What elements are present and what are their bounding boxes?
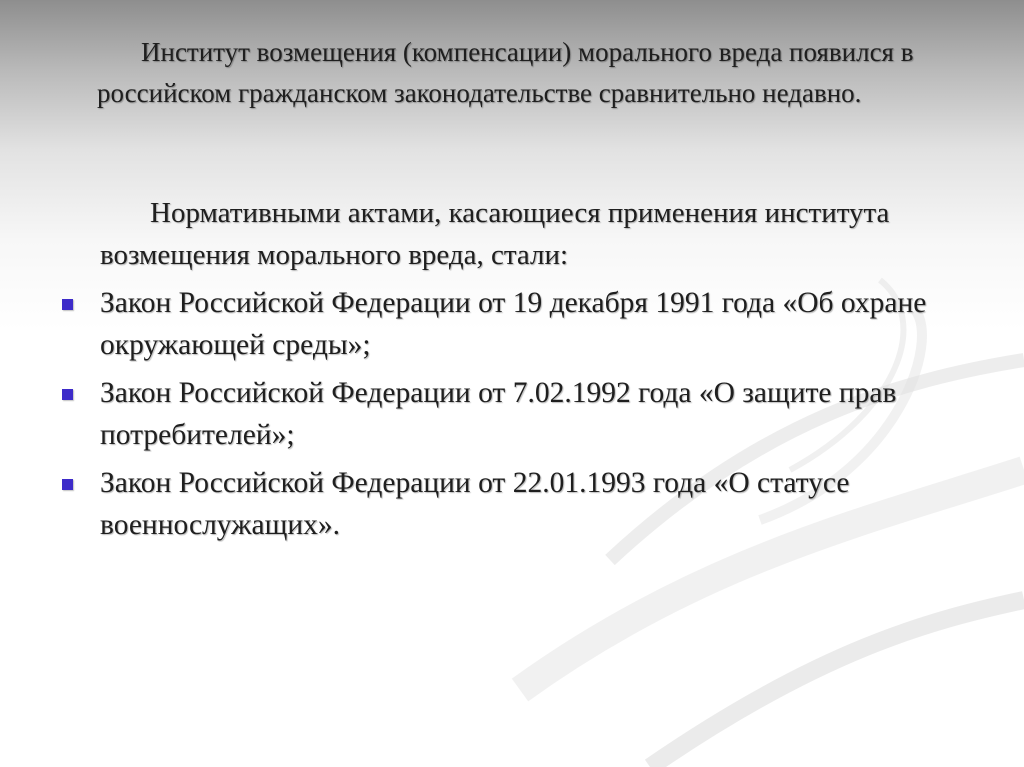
list-item <box>58 372 988 456</box>
list-item-text: Закон Российской Федерации от 19 декабря 1991 года «Об охране окружающей среды»; <box>100 287 927 361</box>
normative-acts-heading: Нормативными актами, касающиеся применения института возмещения морального вреда, стали: <box>100 197 890 271</box>
intro-paragraph: Институт возмещения (компенсации) морального вреда появился в российском гражданском законодательстве сравнительно недавно. <box>97 37 914 108</box>
square-bullet-icon <box>62 479 73 490</box>
list-item <box>58 282 988 366</box>
list-item <box>58 462 988 546</box>
normative-acts-list <box>58 282 988 552</box>
list-item-text: Закон Российской Федерации от 7.02.1992 года «О защите прав потребителей»; <box>100 377 897 451</box>
square-bullet-icon <box>62 299 73 310</box>
list-item-text: Закон Российской Федерации от 22.01.1993 года «О статусе военнослужащих». <box>100 467 850 541</box>
square-bullet-icon <box>62 389 73 400</box>
